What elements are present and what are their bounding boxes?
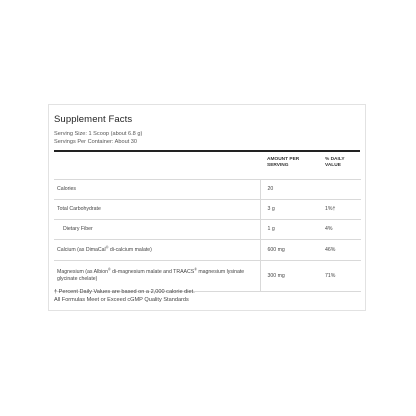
nutrient-daily-value: 1%† (319, 200, 361, 220)
nutrient-daily-value (319, 180, 361, 200)
registered-mark: ® (108, 267, 111, 272)
servings-per-container: Servings Per Container: About 30 (54, 138, 138, 145)
table-row (54, 220, 361, 240)
nutrient-name: Total Carbohydrate (54, 200, 260, 220)
nutrient-name: Calcium (as DimaCal® di-calcium malate) (54, 240, 260, 261)
panel-title: Supplement Facts (54, 114, 133, 125)
nutrient-amount: 600 mg (260, 240, 319, 261)
registered-mark: ® (194, 267, 197, 272)
table-row (54, 180, 361, 200)
nutrient-name: Dietary Fiber (54, 220, 260, 240)
serving-info (54, 131, 142, 146)
daily-value-column-header: % DAILY VALUE (319, 152, 361, 180)
header-row (54, 152, 361, 180)
supplement-facts-panel (48, 104, 366, 311)
nutrient-name: Calories (54, 180, 260, 200)
nutrient-column-header (54, 152, 260, 180)
table-row (54, 240, 361, 261)
facts-table (54, 152, 361, 292)
nutrient-amount: 300 mg (260, 261, 319, 292)
nutrient-daily-value: 71% (319, 261, 361, 292)
nutrient-amount: 3 g (260, 200, 319, 220)
footnotes (54, 288, 195, 304)
table-row (54, 200, 361, 220)
amount-column-header: AMOUNT PER SERVING (260, 152, 319, 180)
serving-size: Serving Size: 1 Scoop (about 6.8 g) (54, 131, 143, 137)
nutrient-amount: 20 (260, 180, 319, 200)
daily-value-footnote: † Percent Daily Values are based on a 2,000 calorie diet. (54, 289, 195, 295)
nutrient-amount: 1 g (260, 220, 319, 240)
nutrient-name: Magnesium (as Albion® di-magnesium malate and TRAACS® magnesium lysinate glycinate chelate) (54, 261, 260, 292)
nutrient-daily-value: 4% (319, 220, 361, 240)
nutrient-daily-value: 46% (319, 240, 361, 261)
quality-footnote: All Formulas Meet or Exceed cGMP Quality Standards (54, 297, 189, 303)
table-row (54, 261, 361, 292)
registered-mark: ® (105, 244, 109, 249)
